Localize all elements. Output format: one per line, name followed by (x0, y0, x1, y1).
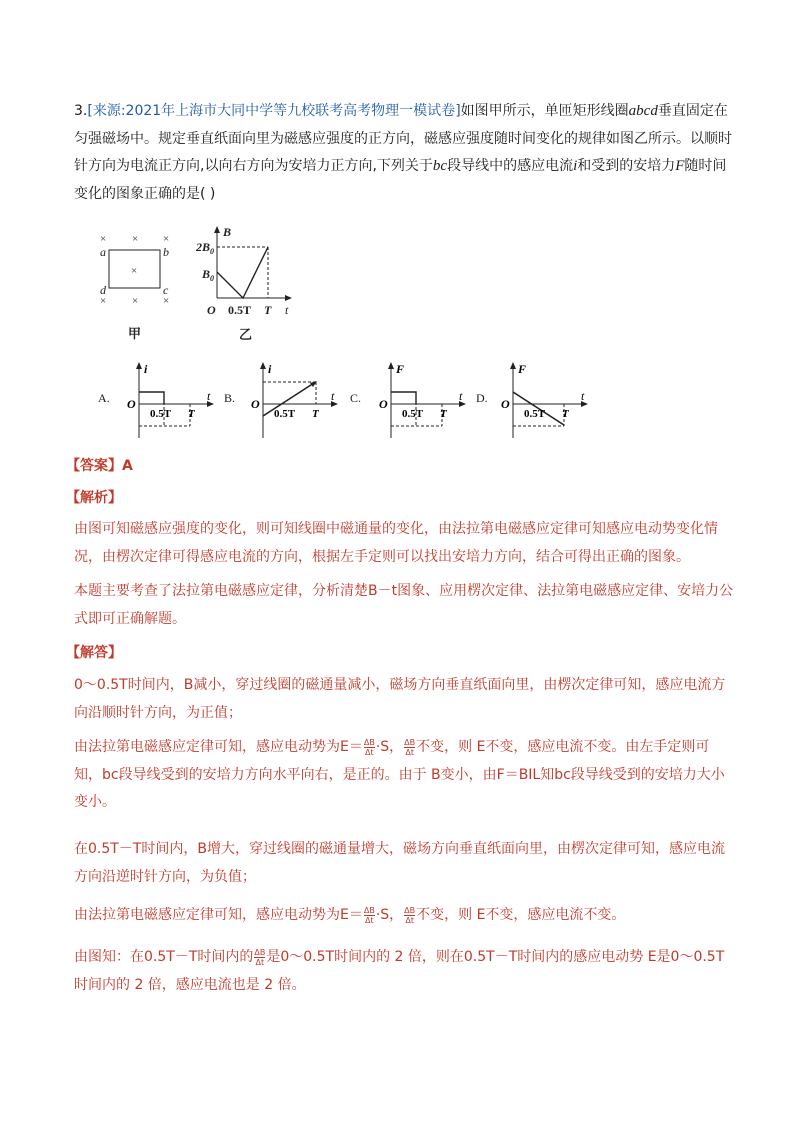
fraction-db-dt: $\frac{\Delta B}{\Delta t}$ (363, 737, 375, 757)
option-b-graph (242, 360, 342, 442)
axis-label-t: t (207, 389, 211, 403)
tick-half-t: 0.5T (402, 408, 424, 420)
tick-2b0: $2B_0$ (196, 240, 215, 256)
option-c-graph (370, 360, 470, 442)
y-axis-arrow (510, 362, 516, 369)
cross-mark: × (163, 295, 170, 307)
option-letter-a: A. (98, 391, 110, 405)
option-d-graph (492, 360, 592, 442)
option-letter-c: C. (350, 391, 362, 405)
y-axis-arrow (388, 362, 394, 369)
analysis-p1: 由图可知磁感应强度的变化，则可知线圈中磁通量的变化，由法拉第电磁感应定律可知感应电动势变化情况，由楞次定律可得感应电流的方向，根据左手定则可以找出安培力方向，结合可得出正确的图象。 (74, 521, 718, 565)
figure-caption-yi: 乙 (239, 327, 253, 342)
axis-label: i (268, 362, 272, 376)
cross-mark: × (100, 233, 107, 245)
figure-yi (196, 222, 302, 346)
fraction-db-dt: $\frac{\Delta B}{\Delta t}$ (254, 947, 266, 967)
axis-label-t: t (459, 389, 463, 403)
y-axis-arrow (136, 362, 142, 369)
cross-mark: × (132, 295, 139, 307)
answer-tag: 【答案】 (66, 458, 122, 474)
axis-label: F (396, 362, 405, 376)
segment-label: bc (432, 158, 448, 174)
i-t-curve (139, 392, 164, 404)
solution-s2: 由法拉第电磁感应定律可知，感应电动势为E＝ $\frac{\Delta B}{\Delta t}$ ·S， $\frac{\Delta B}{\Delta t}$ 不变，则 E不变，感应电流不变。由左手定则可知，bc段导线受到的安培力方向水平向右，是正的。由于 B变小，由F＝BIL知bc段导线受到的安培力大小变小。 (74, 737, 725, 810)
answer-row (66, 455, 133, 475)
option-letter-b: B. (224, 391, 236, 405)
question-text: 3.[来源:2021年上海市大同中学等九校联考高考物理一模试卷]如图甲所示，单匝矩形线圈abcd垂直固定在匀强磁场中。规定垂直纸面向里为磁感应强度的正方向，磁感应强度随时间变化的规律如图乙所示。以顺时针方向为电流正方向,以向右方向为安培力正方向,下列关于bc段导线中的感应电流i和受到的安培力F随时间变化的图象正确的是( ) (74, 103, 732, 202)
solution-s4: 由法拉第电磁感应定律可知，感应电动势为E＝ $\frac{\Delta B}{\Delta t}$ ·S， $\frac{\Delta B}{\Delta t}$ 不变，则 E不变，感应电流不变。 (74, 905, 626, 925)
origin-label: O (501, 397, 510, 411)
tick-half-t: 0.5T (524, 408, 546, 420)
x-axis-arrow (285, 295, 292, 301)
option-a[interactable] (98, 360, 218, 442)
solution-s1: 0～0.5T时间内，B减小，穿过线圈的磁通量减小，磁场方向垂直纸面向里，由楞次定律可知，感应电流方向沿顺时针方向，为正值； (74, 677, 726, 721)
tick-b0: $B_0$ (202, 267, 215, 283)
axis-label-b: B (223, 225, 232, 239)
origin-label: O (127, 397, 136, 411)
tick-t: T (264, 303, 272, 317)
f-t-curve (391, 392, 416, 404)
option-b[interactable] (224, 360, 344, 442)
force-symbol: F (675, 158, 685, 174)
b-t-curve (217, 247, 268, 298)
cross-mark: × (100, 295, 107, 307)
option-d[interactable] (476, 360, 596, 442)
cross-mark: × (131, 265, 138, 277)
tick-t: T (312, 408, 319, 420)
option-c[interactable] (350, 360, 470, 442)
axis-label-t: t (581, 389, 585, 403)
origin-label: O (379, 397, 388, 411)
analysis-tag: 【解析】 (66, 490, 122, 506)
figure-caption-jia: 甲 (128, 326, 142, 341)
cross-mark: × (132, 233, 139, 245)
solution-s5: 由图知：在0.5T－T时间内的 $\frac{\Delta B}{\Delta t}$ 是0～0.5T时间内的 2 倍，则在0.5T－T时间内的感应电动势 E是0～0.5T时间内的 2 倍，感应电流也是 2 倍。 (74, 947, 725, 993)
cross-mark: × (163, 233, 170, 245)
solution-tag: 【解答】 (66, 645, 122, 661)
question-source: [来源:2021年上海市大同中学等九校联考高考物理一模试卷] (87, 103, 461, 119)
coil-label-b: b (163, 245, 169, 259)
option-a-graph (118, 360, 218, 442)
tick-t: T (562, 408, 569, 420)
current-symbol: i (573, 158, 578, 174)
coil-label-d: d (100, 283, 106, 297)
axis-label: i (144, 362, 148, 376)
origin-label: O (251, 397, 260, 411)
coil-label-a: a (100, 245, 106, 259)
axis-label-t: t (331, 389, 335, 403)
figure-jia (92, 226, 184, 346)
coil-label: abcd (628, 103, 658, 119)
tick-half-t: 0.5T (274, 408, 296, 420)
solution-s3: 在0.5T－T时间内，B增大，穿过线圈的磁通量增大，磁场方向垂直纸面向里，由楞次定律可知，感应电流方向沿逆时针方向，为负值； (74, 841, 725, 885)
y-axis-arrow (214, 226, 220, 233)
y-axis-arrow (260, 362, 266, 369)
coil-label-c: c (163, 283, 169, 297)
analysis-p2: 本题主要考查了法拉第电磁感应定律，分析清楚B－t图象、应用楞次定律、法拉第电磁感应定律、安培力公式即可正确解题。 (74, 583, 734, 627)
tick-t: T (440, 408, 447, 420)
tick-half-t: 0.5T (150, 408, 172, 420)
origin-label: O (207, 303, 216, 317)
axis-label-t: t (285, 303, 289, 317)
fraction-db-dt: $\frac{\Delta B}{\Delta t}$ (404, 737, 416, 757)
option-letter-d: D. (476, 391, 488, 405)
tick-half-t: 0.5T (228, 303, 252, 317)
fraction-db-dt: $\frac{\Delta B}{\Delta t}$ (363, 905, 375, 925)
tick-t: T (188, 408, 195, 420)
fraction-db-dt: $\frac{\Delta B}{\Delta t}$ (404, 905, 416, 925)
axis-label: F (518, 362, 527, 376)
answer-value: A (122, 458, 133, 474)
question-number: 3. (74, 103, 88, 119)
